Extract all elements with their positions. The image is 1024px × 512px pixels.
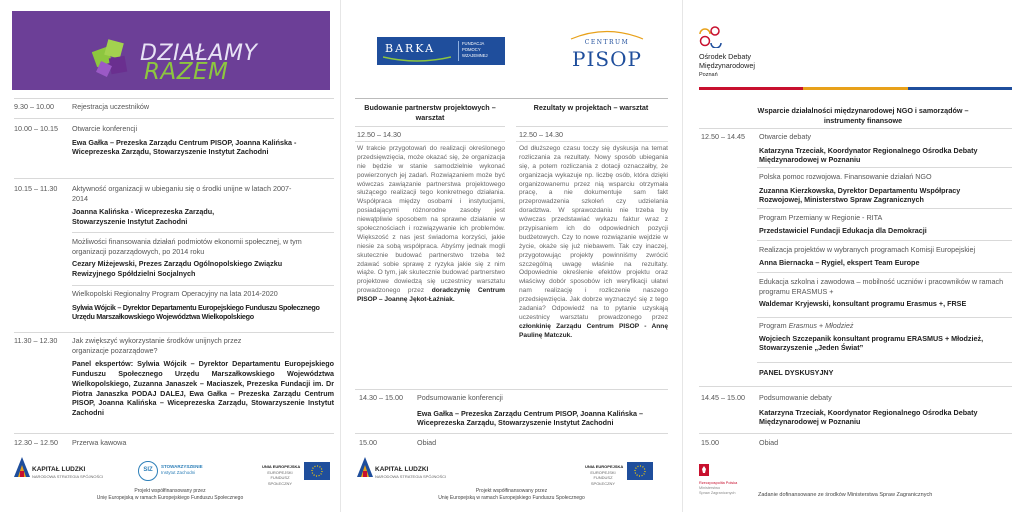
schedule-speaker: Sylwia Wójcik – Dyrektor Departamentu Europejskiego Funduszu Społecznego Urzędu Marszałkowskiego Województwa Wielkopolskiego — [72, 302, 320, 322]
ue-title: UNIA EUROPEJSKA — [262, 464, 301, 469]
schedule-title: Edukacja szkolna i zawodowa – mobilność uczniów i pracowników w ramach programu ERASMUS + — [759, 277, 1004, 296]
kapital-ludzki-icon — [14, 457, 30, 477]
siz-title: STOWARZYSZENIE — [161, 464, 203, 469]
color-stripe — [699, 87, 1012, 90]
schedule-speaker: Waldemar Kryjewski, konsultant programu Erasmus +, FRSE — [759, 299, 967, 309]
eu-flag-icon — [304, 462, 330, 480]
schedule-title: Realizacja projektów w wybranych programach Komisji Europejskiej — [759, 245, 976, 254]
schedule-speaker: Przedstawiciel Fundacji Edukacja dla Demokracji — [759, 225, 927, 235]
workshop-lead-2: członkinię Zarządu Centrum PISOP - Annę Paulinę Matczuk. — [519, 322, 668, 339]
schedule-speaker: Anna Biernacka – Rygiel, ekspert Team Europe — [759, 257, 920, 267]
msz-note: Zadanie dofinansowane ze środków Ministerstwa Spraw Zagranicznych — [758, 492, 933, 498]
debate-title: Wsparcie działalności międzynarodowej NGO i samorządów – instrumenty finansowe — [757, 106, 969, 125]
centrum-pisop-logo — [567, 28, 647, 78]
ue-sub: EUROPEJSKI FUNDUSZ SPOŁECZNY — [590, 470, 616, 486]
workshop-text-2 — [519, 145, 668, 341]
schedule-title: Obiad — [759, 438, 779, 447]
schedule-title: Obiad — [417, 438, 437, 447]
workshop-time-2: 12.50 – 14.30 — [519, 130, 563, 139]
workshop-text-1 — [357, 145, 505, 305]
schedule-title: Podsumowanie konferencji — [417, 393, 503, 402]
schedule-speaker: Katarzyna Trzeciak, Koordynator Regionalnego Ośrodka Debaty Międzynarodowej w Poznaniu — [759, 145, 978, 165]
schedule-speaker: Ewa Gałka – Prezeska Zarządu Centrum PISOP, Joanna Kalińska – Wiceprezeska Zarządu, Stowarzyszenie Instytut Zachodni — [417, 408, 643, 428]
schedule-title: Rejestracja uczestników — [72, 102, 150, 111]
schedule-time: 9.30 – 10.00 — [14, 102, 54, 111]
odm-line1: Ośrodek Debaty — [699, 52, 751, 61]
schedule-title: Jak zwiększyć wykorzystanie środków unijnych przez organizacje pozarządowe? — [72, 336, 242, 355]
stripe-red — [699, 87, 803, 90]
schedule-time: 12.50 – 14.45 — [701, 132, 745, 141]
schedule-time: 11.30 – 12.30 — [14, 336, 58, 345]
workshop-desc-1: W trakcie przygotowań do realizacji określonego przedsięwzięcia, może okazać się, że organizacja nie będzie w stanie samodzielnie wykonać powierzonych jej zadań. Rozwiązaniem może być wówczas zawiązanie partnerstwa projektowego służącego realizacji tego konkretnego działania. Współpraca między osobami i instytucjami, posiadającymi różnorodne zasoby jest niewątpliwie sposobem na sprawne działanie w społecznościach i rozwiązywanie ich problemów. Większość z nas jest świadoma korzyści, jakie niesie za sobą współpraca. Abyśmy jednak mogli skutecznie budować partnerstwo trzeba też zdawać sobie sprawę z ryzyka jakie się z nim wiąże. O tym, jak skutecznie budować partnerstwo projektowe dowiedzą się uczestnicy warsztatu prowadzonego przez — [357, 145, 505, 295]
dzialamy-razem-banner — [12, 11, 330, 90]
msz-logo — [699, 464, 739, 504]
program-prefix: Program — [759, 321, 789, 330]
ue-title: UNIA EUROPEJSKA — [585, 464, 624, 469]
schedule-title: Program Przemiany w Regionie - RITA — [759, 213, 883, 222]
barka-name: BARKA — [385, 42, 436, 55]
odm-circles-icon — [699, 26, 723, 48]
odm-line3: Poznań — [699, 72, 718, 78]
schedule-speaker: Joanna Kalińska - Wiceprezeska Zarządu, Stowarzyszenie Instytut Zachodni — [72, 207, 215, 227]
workshop-title-2: Rezultaty w projektach – warsztat — [533, 103, 649, 112]
cofinanced-note-2: Unię Europejską w ramach Europejskiego Funduszu Społecznego — [96, 495, 244, 501]
schedule-title — [759, 321, 1011, 331]
schedule-title: Możliwości finansowania działań podmiotów ekonomii społecznej, w tym organizacji pozarządowych, po 2014 roku — [72, 237, 302, 256]
siz-circle-icon: SIZ — [138, 461, 158, 481]
panel-agenda-middle — [341, 0, 682, 512]
panel-agenda-right — [683, 0, 1024, 512]
schedule-title: Podsumowanie debaty — [759, 393, 832, 402]
schedule-speaker: Katarzyna Trzeciak, Koordynator Regionalnego Ośrodka Debaty Międzynarodowej w Poznaniu — [759, 407, 978, 427]
pisop-top: CENTRUM — [584, 39, 630, 46]
kl-title: KAPITAŁ LUDZKI — [375, 466, 429, 473]
cofinanced-note-2: Unię Europejską w ramach Europejskiego Funduszu Społecznego — [438, 495, 585, 501]
msz-line2: Ministerstwo — [699, 486, 721, 490]
puzzle-logo-icon — [92, 35, 134, 79]
workshop-title-1: Budowanie partnerstw projektowych – warsztat — [364, 103, 496, 122]
barka-wave-icon — [383, 56, 451, 62]
kl-sub: NARODOWA STRATEGIA SPÓJNOŚCI — [375, 474, 447, 479]
msz-line1: Rzeczpospolita Polska — [699, 481, 738, 485]
msz-line3: Spraw Zagranicznych — [699, 491, 736, 495]
kapital-ludzki-icon — [357, 457, 373, 477]
odm-logo — [699, 26, 819, 84]
panel-agenda-left — [0, 0, 340, 512]
pisop-main: PISOP — [572, 47, 642, 71]
schedule-time: 15.00 — [359, 438, 377, 447]
ue-sub: EUROPEJSKI FUNDUSZ SPOŁECZNY — [267, 470, 293, 486]
cofinanced-note-1: Projekt współfinansowany przez — [475, 488, 548, 494]
schedule-speaker: Wojciech Szczepanik konsultant programu ERASMUS + Młodzież, Stowarzyszenie „Jeden Świat” — [759, 333, 984, 353]
barka-logo — [377, 37, 505, 65]
panel-discussion: PANEL DYSKUSYJNY — [759, 368, 834, 377]
banner-line2: RAZEM — [144, 59, 229, 85]
stripe-yellow — [803, 87, 907, 90]
schedule-time: 15.00 — [701, 438, 719, 447]
program-name: Erasmus + Młodzież — [788, 321, 854, 330]
odm-line2: Międzynarodowej — [699, 61, 755, 70]
barka-sub-2: POMOCY — [462, 46, 481, 52]
eu-flag-icon — [627, 462, 653, 480]
workshop-lead-1: doradczynię Centrum PISOP – Joannę Jękot-Łaźniak. — [357, 287, 505, 304]
schedule-title: Przerwa kawowa — [72, 438, 127, 447]
schedule-speaker: Ewa Gałka – Prezeska Zarządu Centrum PISOP, Joanna Kalińska - Wiceprezeska Zarządu, Stowarzyszenie Instytut Zachodni — [72, 137, 297, 157]
schedule-title: Otwarcie debaty — [759, 132, 811, 141]
workshop-desc-2: Od dłuższego czasu toczy się dyskusja na temat rozliczania za rezultaty. Nowy sposób ubiegania się, a potem rozliczania z dotacji oznaczałby, że organizacja wykazuje np. liczbę osób, która dzięki organizowanemu przez nią wsparciu otrzymała pracę, a nie dokumentuje sam fakt przeprowadzenia szkoleń czy udzielania doradztwa. W sprawozdaniu nie trzeba by wówczas przedstawiać wykazu faktur wraz z przypisaniem ich do odpowiednich pozycji budżetowych. Czy to nowe rozwiązanie wejdzie w życie, okaże się już niebawem. Tak czy inaczej, przygotowując projekty powinniśmy zwrócić szczególną uwagę właśnie na rezultaty. Odpowiednie określenie efektów projektu oraz właściwy dobór sposobów ich weryfikacji ułatwi nam realizację i rozliczenie naszego przedsięwzięcia. Jak dobrze wyznaczyć się z tego zadania? Odpowiedź na to pytanie uzyskają uczestnicy warsztatu prowadzonego przez — [519, 145, 668, 321]
kl-title: KAPITAŁ LUDZKI — [32, 466, 86, 473]
schedule-speaker: Cezary Miżejewski, Prezes Zarządu Ogólnopolskiego Związku Rewizyjnego Spółdzielni Socjalnych — [72, 259, 283, 279]
schedule-time: 10.00 – 10.15 — [14, 124, 58, 133]
schedule-time: 14.45 – 15.00 — [701, 393, 745, 402]
schedule-title: Aktywność organizacji w ubieganiu się o środki unijne w latach 2007-2014 — [72, 184, 292, 203]
siz-sub: Instytut Zachodni — [161, 470, 196, 475]
banner-line1: DZIAŁAMY — [140, 41, 258, 66]
barka-sub-3: WZAJEMNEJ — [462, 52, 488, 58]
schedule-time: 12.30 – 12.50 — [14, 438, 58, 447]
barka-sub-1: FUNDACJA — [462, 41, 485, 46]
schedule-time: 14.30 – 15.00 — [359, 393, 403, 402]
cofinanced-note-1: Projekt współfinansowany przez — [134, 488, 206, 494]
schedule-time: 10.15 – 11.30 — [14, 184, 58, 193]
schedule-title: Otwarcie konferencji — [72, 124, 138, 133]
schedule-title: Polska pomoc rozwojowa. Finansowanie działań NGO — [759, 172, 932, 181]
schedule-speaker: Panel ekspertów: Sylwia Wójcik – Dyrektor Departamentu Europejskiego Funduszu Społecznego Urzędu Marszałkowskiego Województwa Wielkopolskiego, Zuzanna Janaszek – Maciaszek, Prezeska Fundacji im. Dr Piotra Janaszka PODAJ DALEJ, Ewa Gałka – Prezeska Zarządu Centrum PISOP, Joanna Kalińska – Wiceprezeska Zarządu, Stowarzyszenie Instytut Zachodni — [72, 359, 334, 418]
stripe-blue — [908, 87, 1012, 90]
kl-sub: NARODOWA STRATEGIA SPÓJNOŚCI — [32, 474, 104, 479]
schedule-speaker: Zuzanna Kierzkowska, Dyrektor Departamentu Współpracy Rozwojowej, Ministerstwo Spraw Zagranicznych — [759, 185, 961, 205]
workshop-time-1: 12.50 – 14.30 — [357, 130, 401, 139]
schedule-title: Wielkopolski Regionalny Program Operacyjny na lata 2014-2020 — [72, 289, 278, 298]
polish-eagle-icon — [699, 464, 709, 476]
